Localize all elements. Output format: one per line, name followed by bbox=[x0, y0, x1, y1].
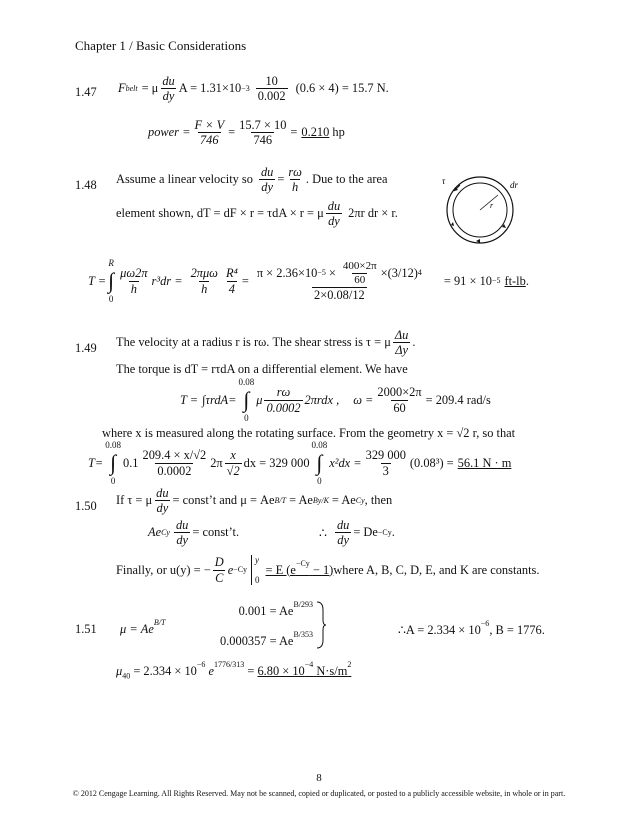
problem-number: 1.51 bbox=[75, 622, 97, 636]
fraction-157-746: $\frac{15.7 \times 10}{746}$ bbox=[239, 118, 287, 148]
eq-torque-result: T= 0.08 ∫ 0 0.1 $\frac{209.4 \times x/√2}{0.0002}$ 2π $\frac{x}{√2}$ dx = 329 000 0.08 ∫ 0 x²dx = $\frac{329 000}{3}$ (0.08³) = 56.1 N · m bbox=[88, 440, 512, 486]
text-line: The torque is dT = rτdA on a differential element. We have bbox=[116, 362, 408, 376]
fraction-fv-746: $\frac{F \times V}{746}$ bbox=[194, 118, 225, 148]
eq-mu: $\mu = Ae^{B/T}$ bbox=[120, 618, 166, 636]
copyright-notice: © 2012 Cengage Learning. All Rights Reserved. May not be scanned, copied or duplicated, or posted to a publicly accessible website, in whole or in part. bbox=[72, 789, 566, 798]
big-fraction: π × 2.36×10 −5 × $\frac{400\times 2\pi}{60}$ ×(3/12) 4 2×0.08/12 bbox=[256, 260, 422, 302]
eq-fbelt: F belt = μ $\frac{du}{dy}$ A = 1.31×10 −3 $\frac{10}{0.002}$ (0.6 × 4) = 15.7 N. bbox=[118, 74, 389, 104]
text-line: If τ = μ $\frac{du}{dy}$ = const’t and μ = Ae B/T = Ae By/K = Ae Cy , then bbox=[116, 486, 393, 516]
eq-mu40: $\mu_{40} = 2.334 \times 10^{-6}$ $e^{1776/313} = 6.80 \times 10^{-4}$ $N\cdot s/m^2$ bbox=[116, 660, 352, 681]
fraction-du-dy: $\frac{du}{dy}$ bbox=[162, 74, 175, 104]
final-answer: = E $(e^{-Cy} - 1)$ bbox=[265, 558, 334, 577]
viscosity-answer: $6.80 \times 10^{-4}$ $N\cdot s/m^2$ bbox=[257, 660, 352, 678]
brace-icon bbox=[315, 600, 327, 650]
fraction-10-0002: $\frac{10}{0.002}$ bbox=[257, 74, 286, 104]
eq-power: power = $\frac{F \times V}{746}$ = $\frac{15.7 \times 10}{746}$ = 0.210 hp bbox=[148, 118, 345, 148]
text-line: Assume a linear velocity so $\frac{du}{dy}$ = $\frac{r\omega}{h}$ . Due to the area bbox=[116, 165, 388, 195]
dr-label: dr bbox=[510, 180, 519, 190]
text-line: element shown, dT = dF × r = τdA × r = μ $\frac{du}{dy}$ 2πr dr × r. bbox=[116, 199, 398, 229]
text-line: where x is measured along the rotating surface. From the geometry x = √2 r, so that bbox=[102, 426, 516, 440]
integral-sign: R ∫ 0 bbox=[108, 258, 115, 304]
r-label: r bbox=[490, 201, 494, 210]
tau-label: τ bbox=[442, 176, 446, 186]
radius-line bbox=[480, 195, 498, 210]
evaluation-bar: y 0 bbox=[251, 555, 260, 585]
chapter-title: Chapter 1 / Basic Considerations bbox=[75, 38, 247, 53]
torque-answer: 56.1 N · m bbox=[457, 455, 512, 470]
problem-number: 1.50 bbox=[75, 499, 97, 513]
page-number: 8 bbox=[316, 772, 322, 784]
eq-system-2: $0.000357 = Ae^{B/353}$ bbox=[220, 630, 313, 648]
problem-number: 1.48 bbox=[75, 178, 97, 192]
text-line: The velocity at a radius r is rω. The shear stress is τ = μ $\frac{\Delta u}{\Delta y}$ . bbox=[116, 328, 416, 358]
eq-derivative: Ae Cy $\frac{du}{dy}$ = const’t. ∴ $\frac{du}{dy}$ = De −Cy . bbox=[148, 518, 395, 548]
eq-final: Finally, or u(y) = − $\frac{D}{C}$ e −Cy y 0 = E $(e^{-Cy} - 1)$ where A, B, C, D, E, and K are constants. bbox=[116, 555, 540, 585]
eq-torque: T = R ∫ 0 $\frac{\mu\omega 2\pi}{h}$ r³dr = $\frac{\text{2πμω}}{h}$ $\frac{\text{R⁴}}{4}$ = π × 2.36×10 −5 × $\frac{400\times 2\pi}{60}$ ×(3/12) 4 2×0.08/12 = 91 × 10 −5 ft-lb . bbox=[88, 258, 529, 304]
problem-number: 1.47 bbox=[75, 85, 97, 99]
annulus-figure bbox=[440, 170, 520, 250]
eq-system-1: $0.001 = Ae^{B/293}$ bbox=[238, 600, 313, 618]
eq-torque-integral: T = ∫τrdA= 0.08 ∫ 0 μ $\frac{r\omega}{0.0002}$ 2πrdx , ω = $\frac{2000\times 2\pi}{60}$ = 209.4 rad/s bbox=[180, 377, 491, 423]
eq-result: ∴A = $2.334 \times 10^{-6}$, B = 1776. bbox=[398, 619, 545, 637]
problem-number: 1.49 bbox=[75, 341, 97, 355]
power-answer: 0.210 bbox=[301, 125, 330, 140]
